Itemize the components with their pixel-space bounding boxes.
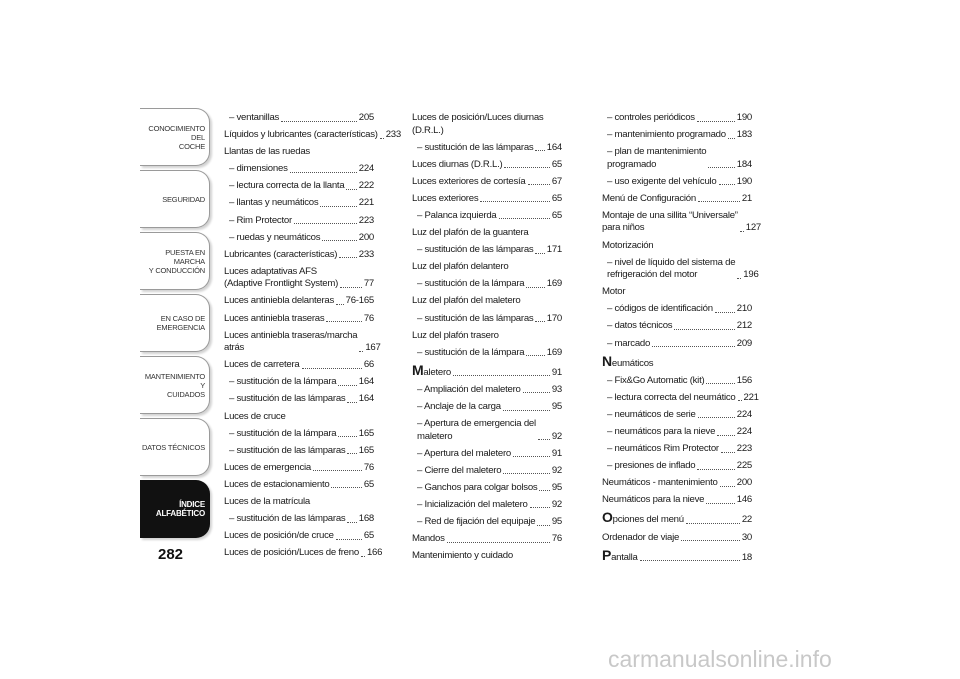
index-column-1 [224,112,401,564]
index-entry-page: 171 [546,244,562,256]
index-entry[interactable] [412,330,562,343]
index-entry-text: Luces antiniebla delanteras [224,295,335,307]
index-entry[interactable] [412,401,562,414]
dot-leader [338,436,356,437]
dot-leader [339,257,356,258]
dot-leader [281,121,357,122]
index-entry[interactable] [224,547,383,560]
section-tab[interactable] [140,294,210,352]
index-entry-page: 92 [551,498,562,510]
index-entry-text: Luces adaptativas AFS (Adaptive Frontlight System) [224,265,339,290]
index-entry-text: Luces de carretera [224,359,300,371]
index-entry-page: 169 [546,346,562,358]
dot-leader [686,523,740,524]
index-entry-page: 212 [736,320,752,332]
index-entry-text: Luces de cruce [224,410,286,422]
index-entry-page: 95 [551,481,562,493]
index-entry-page: 233 [385,129,401,141]
index-entry-text: Lubricantes (características) [224,248,338,260]
dot-leader [526,355,544,356]
dot-leader [290,172,357,173]
index-entry[interactable] [412,193,562,206]
index-entry-page: 209 [736,337,752,349]
index-entry-text: – lectura correcta de la llanta [229,180,345,192]
index-entry[interactable] [602,286,752,299]
index-entry[interactable] [224,428,374,441]
index-entry-text: – sustitución de la lámpara [417,278,525,290]
index-entry-page: 127 [745,222,762,234]
index-entry[interactable] [602,320,752,333]
dot-leader [526,287,544,288]
index-entry[interactable] [412,418,562,443]
index-entry-text: Luces de posición/de cruce [224,530,334,542]
dot-leader [535,321,544,322]
index-entry-page: 164 [358,376,374,388]
watermark: carmanualsonline.info [608,646,832,672]
index-entry-page: 196 [743,269,759,281]
dot-leader [652,346,735,347]
dot-leader [530,507,550,508]
index-entry-page: 224 [736,426,752,437]
dot-leader [347,453,356,454]
index-entry-text: – sustitución de las lámparas [417,141,534,153]
index-entry[interactable] [224,376,374,389]
index-entry-page: 183 [736,129,752,141]
index-entry-page: 164 [546,141,562,153]
index-entry[interactable] [412,176,562,189]
dot-leader [535,253,544,254]
index-entry-text: Luz del plafón del maletero [412,295,521,307]
index-entry[interactable] [602,112,752,125]
index-entry-page: 170 [546,312,562,324]
index-entry[interactable] [224,329,381,355]
section-tabs [140,108,210,542]
index-entry[interactable] [224,266,374,291]
dot-leader [336,304,344,305]
dot-leader [698,417,735,418]
index-entry[interactable] [602,426,752,439]
index-entry[interactable] [602,240,752,253]
index-entry[interactable] [412,313,562,326]
dot-leader [453,375,550,376]
index-entry-page: 165 [358,427,374,439]
index-entry-page: 224 [736,408,752,420]
index-entry-text: – Cierre del maletero [417,464,502,476]
index-entry[interactable] [602,546,752,565]
index-entry[interactable] [602,494,752,507]
index-entry-text: Neumáticos - mantenimiento [602,477,718,489]
index-entry-text: – sustitución de las lámparas [417,244,534,256]
index-entry[interactable] [224,496,374,509]
dot-leader [717,435,735,436]
section-tab-label: EN CASO DE EMERGENCIA [156,314,205,332]
index-entry-text: – Inicialización del maletero [417,498,528,510]
index-entry-text: Luces exteriores de cortesía [412,175,526,187]
index-entry[interactable] [224,197,374,210]
index-entry-page: 224 [358,163,374,175]
index-entry[interactable] [602,409,752,422]
index-entry[interactable] [224,163,374,176]
index-entry-text: – Fix&Go Automatic (kit) [607,374,705,386]
index-entry[interactable] [224,359,374,372]
index-entry-page: 91 [551,447,562,459]
index-entry-text: – Red de fijación del equipaje [417,516,536,528]
index-entry[interactable] [602,176,752,189]
index-entry-page: 95 [551,516,562,528]
index-entry-text: Llantas de las ruedas [224,146,310,158]
index-entry[interactable] [602,477,752,490]
dot-leader [539,490,549,491]
index-entry-page: 66 [363,359,374,371]
dot-leader [331,487,361,488]
index-entry-text: – marcado [607,337,651,349]
index-entry-page: 76 [551,533,562,545]
index-entry-page: 76 [363,312,374,324]
dot-leader [320,206,356,207]
dot-leader [347,522,356,523]
index-entry-text: Luces exteriores [412,192,479,204]
index-entry[interactable] [602,511,752,527]
dot-leader [361,556,365,557]
index-entry-text: – Rim Protector [229,214,292,226]
dot-leader [499,218,550,219]
index-entry[interactable] [224,462,374,475]
index-entry-text: Neumáticos [602,352,654,369]
index-entry-text: Motorización [602,239,654,251]
index-entry-page: 76 [363,461,374,473]
index-entry[interactable] [224,393,374,406]
dot-leader [728,138,735,139]
index-entry-text: Luces de emergencia [224,461,311,473]
index-entry[interactable] [412,384,562,397]
dot-leader [503,473,549,474]
index-entry[interactable] [412,244,562,257]
index-entry-text: – datos técnicos [607,320,673,332]
dot-leader [480,201,549,202]
section-tab-label: PUESTA EN MARCHA Y CONDUCCIÓN [148,247,205,275]
dot-leader [674,329,734,330]
index-entry[interactable] [412,482,562,495]
dot-leader [504,167,549,168]
index-entry[interactable] [412,295,562,308]
index-entry[interactable] [224,479,374,492]
index-entry-text: – ruedas y neumáticos [229,231,321,243]
dot-leader [721,452,735,453]
index-entry-page: 190 [736,112,752,123]
index-entry[interactable] [602,375,752,388]
index-entry-page: 65 [551,158,562,170]
dot-leader [302,368,362,369]
index-entry[interactable] [412,550,562,563]
index-entry[interactable] [224,295,374,308]
index-entry-page: 167 [365,342,381,354]
dot-leader [338,385,356,386]
section-tab-label: MANTENIMIENTO Y CUIDADOS [144,371,205,399]
index-entry-text: – uso exigente del vehículo [607,175,717,187]
index-entry[interactable] [224,232,374,245]
index-entry[interactable] [224,313,374,326]
index-entry[interactable] [224,215,374,228]
index-entry[interactable] [224,530,374,543]
dot-leader [359,351,363,352]
index-entry-text: Luz del plafón trasero [412,329,499,341]
index-entry[interactable] [224,129,401,142]
index-entry-text: Ordenador de viaje [602,531,680,543]
index-entry[interactable] [602,256,759,282]
dot-leader [523,392,550,393]
dot-leader [706,503,734,504]
index-entry-page: 77 [363,278,374,290]
section-tab[interactable] [140,418,210,476]
index-entry[interactable] [224,146,374,159]
index-entry[interactable] [224,513,374,526]
index-entry-page: 92 [551,464,562,476]
index-entry[interactable] [602,193,752,206]
index-entry[interactable] [412,210,562,223]
dot-leader [294,223,357,224]
index-entry-text: Líquidos y lubricantes (características) [224,129,378,141]
index-entry-text: – Ampliación del maletero [417,383,521,395]
index-entry[interactable] [602,352,752,371]
index-entry-page: 164 [358,393,374,405]
index-entry-text: – neumáticos Rim Protector [607,443,719,455]
index-column-2 [412,112,562,567]
dot-leader [706,383,734,384]
index-entry[interactable] [224,112,374,125]
index-entry[interactable] [224,445,374,458]
index-entry-text: Mantenimiento y cuidado [412,550,513,562]
index-entry-text: – sustitución de la lámpara [229,427,337,439]
index-entry[interactable] [224,249,374,262]
index-entry-text: – Apertura del maletero [417,447,511,459]
index-entry-page: 30 [741,531,752,543]
index-entry-text: – nivel de líquido del sistema de refrigeración del motor [607,256,736,281]
dot-leader [513,456,550,457]
index-entry[interactable] [412,159,562,172]
index-entry-page: 184 [736,158,752,170]
index-entry-text: Luces antiniebla traseras/marcha atrás [224,329,358,354]
dot-leader [708,167,734,168]
index-entry-text: Menú de Configuración [602,192,696,204]
index-entry-text: – sustitución de la lámpara [229,376,337,388]
dot-leader [738,400,742,401]
dot-leader [698,201,740,202]
dot-leader [340,287,362,288]
dot-leader [740,231,744,232]
index-entry-text: – neumáticos de serie [607,408,696,420]
index-entry-text: Luces de posición/Luces de freno [224,547,359,559]
index-entry[interactable] [412,112,562,137]
index-entry-page: 146 [736,494,752,506]
index-entry[interactable] [412,227,562,240]
index-entry-page: 210 [736,303,752,315]
index-entry-page: 95 [551,401,562,412]
index-entry-page: 223 [736,443,752,455]
dot-leader [503,410,550,411]
section-tab-label: SEGURIDAD [162,194,205,204]
index-entry-page: 165 [358,444,374,456]
index-entry-text: Opciones del menú [602,509,684,526]
index-entry-text: Pantalla [602,546,638,563]
dot-leader [737,278,741,279]
index-entry[interactable] [412,278,562,291]
index-entry-text: – sustitución de la lámpara [417,346,525,358]
index-entry-text: – dimensiones [229,163,288,175]
index-entry-page: 91 [551,366,562,378]
index-entry[interactable] [412,361,562,380]
index-entry-page: 166 [366,547,383,559]
index-entry[interactable] [412,465,562,478]
index-entry-page: 92 [551,430,562,442]
index-entry-text: Mandos [412,533,445,545]
dot-leader [347,402,356,403]
index-entry-text: Luces de posición/Luces diurnas (D.R.L.) [412,112,544,136]
index-entry-page: 221 [358,197,374,209]
index-entry-page: 65 [551,192,562,204]
index-entry-text: – Apertura de emergencia del maletero [417,418,536,442]
index-entry-text: – sustitución de las lámparas [229,393,346,405]
dot-leader [720,486,735,487]
section-tab[interactable] [140,170,210,228]
index-entry-text: Luces antiniebla traseras [224,312,325,324]
index-entry-text: Luz del plafón delantero [412,261,509,273]
index-entry-page: 65 [363,530,374,542]
index-entry-text: Montaje de una sillita “Universale” para niños [602,209,738,234]
dot-leader [447,542,550,543]
index-entry[interactable] [602,443,752,456]
dot-leader [346,189,356,190]
index-entry-page: 223 [358,214,374,226]
index-entry-page: 168 [358,513,374,525]
dot-leader [697,469,734,470]
index-entry[interactable] [602,460,752,473]
index-entry-text: – presiones de inflado [607,460,696,472]
index-entry-page: 93 [551,383,562,395]
index-entry-page: 156 [736,374,752,386]
index-entry-page: 221 [743,391,759,403]
dot-leader [326,321,361,322]
dot-leader [535,150,544,151]
index-column-3 [602,112,762,569]
index-entry-text: Luces diurnas (D.R.L.) [412,158,503,170]
section-tab[interactable] [140,108,210,166]
index-entry[interactable] [602,129,752,142]
index-entry[interactable] [602,532,752,545]
index-entry-text: – Anclaje de la carga [417,401,501,412]
index-entry-page: 233 [358,248,374,260]
index-entry-text: – sustitución de las lámparas [229,444,346,456]
index-entry-text: – ventanillas [229,112,280,123]
dot-leader [719,184,735,185]
index-entry-text: Motor [602,286,626,298]
dot-leader [322,240,356,241]
index-entry-page: 65 [363,478,374,490]
index-entry-text: Luces de la matrícula [224,495,310,507]
index-entry-page: 222 [358,180,374,192]
index-entry-text: – códigos de identificación [607,303,713,315]
index-entry-page: 65 [551,209,562,221]
dot-leader [336,539,362,540]
index-entry-text: Luces de estacionamiento [224,478,330,490]
dot-leader [697,121,735,122]
index-entry-page: 200 [736,477,752,489]
index-entry-page: 169 [546,278,562,290]
index-entry-text: – plan de mantenimiento programado [607,146,707,170]
index-entry-text: – sustitución de las lámparas [417,312,534,324]
index-entry[interactable] [412,261,562,274]
index-entry-text: – Ganchos para colgar bolsos [417,481,538,493]
dot-leader [313,470,362,471]
index-entry-text: – mantenimiento programado [607,129,726,141]
dot-leader [538,439,550,440]
index-entry-text: Neumáticos para la nieve [602,494,705,506]
index-entry-text: Maletero [412,361,452,378]
index-entry-page: 18 [741,551,752,563]
index-entry-page: 76-165 [345,295,374,307]
section-tab-label: CONOCIMIENTO DEL COCHE [148,123,205,151]
section-tab-label: DATOS TÉCNICOS [141,442,205,452]
index-entry-page: 22 [741,514,752,526]
index-entry-text: Luz del plafón de la guantera [412,227,529,239]
dot-leader [537,525,549,526]
index-entry-text: – sustitución de las lámparas [229,513,346,525]
dot-leader [715,312,735,313]
section-tab[interactable] [140,232,210,290]
index-entry[interactable] [412,347,562,360]
index-entry-page: 67 [551,175,562,187]
dot-leader [640,560,740,561]
dot-leader [528,184,550,185]
section-tab[interactable] [140,356,210,414]
index-entry-page: 190 [736,175,752,187]
index-entry[interactable] [224,411,374,424]
page-number: 282 [158,546,184,563]
index-entry[interactable] [412,448,562,461]
index-entry-text: – llantas y neumáticos [229,197,319,209]
section-tab-label: ÍNDICE ALFABÉTICO [155,500,205,518]
index-entry-page: 200 [358,231,374,243]
index-entry-page: 205 [358,112,374,123]
dot-leader [681,540,740,541]
index-entry[interactable] [412,499,562,512]
index-entry[interactable] [224,180,374,193]
index-entry[interactable] [602,338,752,351]
index-entry-page: 21 [741,192,752,204]
index-entry[interactable] [602,209,762,235]
index-entry-text: – neumáticos para la nieve [607,426,716,437]
dot-leader [380,138,384,139]
index-entry-text: – Palanca izquierda [417,209,497,221]
index-entry-text: – controles periódicos [607,112,695,123]
index-entry-text: – lectura correcta del neumático [607,391,736,403]
index-entry[interactable] [602,146,752,171]
section-tab[interactable] [140,480,210,538]
index-entry[interactable] [602,391,759,405]
index-entry[interactable] [412,516,562,529]
index-entry[interactable] [412,142,562,155]
index-entry-page: 225 [736,460,752,472]
index-entry[interactable] [412,533,562,546]
index-entry[interactable] [602,303,752,316]
